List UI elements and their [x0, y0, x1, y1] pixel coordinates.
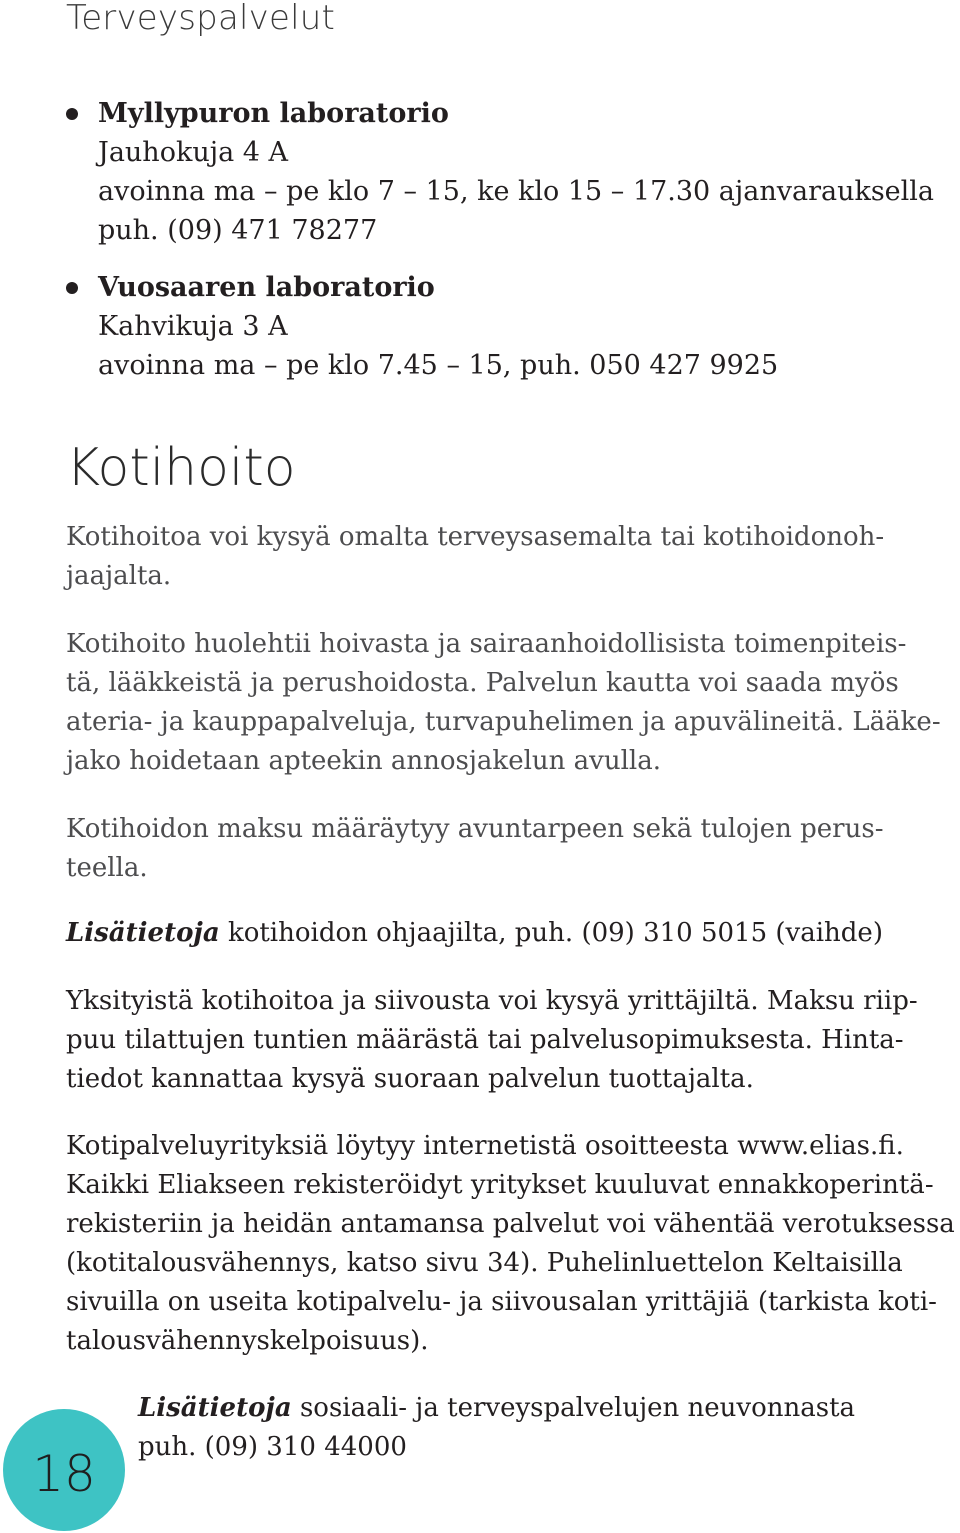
paragraph-kotihoito-intro: [66, 518, 884, 596]
lab-phone: puh. (09) 471 78277: [98, 215, 378, 246]
page-header-title: Terveyspalvelut: [66, 0, 335, 38]
lab-address: Kahvikuja 3 A: [98, 311, 288, 342]
text-line: rekisteriin ja heidän antamansa palvelut voi vähentää verotuksessa: [66, 1209, 955, 1239]
text-line: Kotihoitoa voi kysyä omalta terveysasemalta tai kotihoidonoh-: [66, 522, 885, 552]
more-info-text: kotihoidon ohjaajilta, puh. (09) 310 5015 (vaihde): [219, 918, 883, 948]
list-item-myllypuro-lab: [66, 94, 946, 250]
bullet-icon: [66, 282, 78, 294]
paragraph-kotihoito-fee: [66, 810, 883, 888]
footer-phone: puh. (09) 310 44000: [138, 1432, 407, 1462]
text-line: Kaikki Eliakseen rekisteröidyt yritykset kuuluvat ennakkoperintä-: [66, 1170, 934, 1200]
text-line: sivuilla on useita kotipalvelu- ja siivousalan yrittäjiä (tarkista koti-: [66, 1287, 937, 1317]
text-line: Kotihoidon maksu määräytyy avuntarpeen sekä tulojen perus-: [66, 814, 884, 844]
text-line: ateria- ja kauppapalveluja, turvapuhelimen ja apuvälineitä. Lääke-: [66, 707, 941, 737]
list-item-vuosaari-lab: [66, 268, 946, 385]
page-number-badge: [3, 1409, 125, 1531]
text-line: tä, lääkkeistä ja perushoidosta. Palvelun kautta voi saada myös: [66, 668, 899, 698]
text-line: tiedot kannattaa kysyä suoraan palvelun tuottajalta.: [66, 1064, 754, 1094]
text-line: [138, 1389, 855, 1428]
text-line: Kotihoito huolehtii hoivasta ja sairaanhoidollisista toimenpiteis-: [66, 629, 907, 659]
text-line: jako hoidetaan apteekin annosjakelun avulla.: [66, 746, 661, 776]
lab-address: Jauhokuja 4 A: [98, 137, 289, 168]
footer-info-text: sosiaali- ja terveyspalvelujen neuvonnasta: [291, 1393, 856, 1423]
bullet-icon: [66, 108, 78, 120]
page-number: 18: [32, 1445, 96, 1503]
lab-name: Myllypuron laboratorio: [98, 98, 449, 129]
footer-info-note: [138, 1389, 855, 1467]
more-info-label: Lisätietoja: [66, 918, 220, 948]
text-line: puu tilattujen tuntien määrästä tai palvelusopimuksesta. Hinta-: [66, 1025, 904, 1055]
text-line: teella.: [66, 853, 148, 883]
text-line: Kotipalveluyrityksiä löytyy internetistä osoitteesta www.elias.fi.: [66, 1131, 904, 1161]
paragraph-more-info: [66, 914, 883, 953]
paragraph-home-service-companies: [66, 1127, 955, 1361]
laboratory-list: [66, 94, 946, 385]
footer-info-label: Lisätietoja: [138, 1393, 292, 1423]
paragraph-kotihoito-services: [66, 625, 941, 781]
section-title: Kotihoito: [66, 438, 296, 498]
lab-name: Vuosaaren laboratorio: [98, 272, 435, 303]
text-line: jaajalta.: [66, 561, 172, 591]
lab-hours: avoinna ma – pe klo 7 – 15, ke klo 15 – 17.30 ajanvarauksella: [98, 176, 935, 207]
text-line: talousvähennyskelpoisuus).: [66, 1326, 429, 1356]
lab-hours: avoinna ma – pe klo 7.45 – 15, puh. 050 427 9925: [98, 350, 779, 381]
text-line: (kotitalousvähennys, katso sivu 34). Puhelinluettelon Keltaisilla: [66, 1248, 903, 1278]
paragraph-private-care: [66, 982, 918, 1099]
text-line: Yksityistä kotihoitoa ja siivousta voi kysyä yrittäjiltä. Maksu riip-: [66, 986, 918, 1016]
